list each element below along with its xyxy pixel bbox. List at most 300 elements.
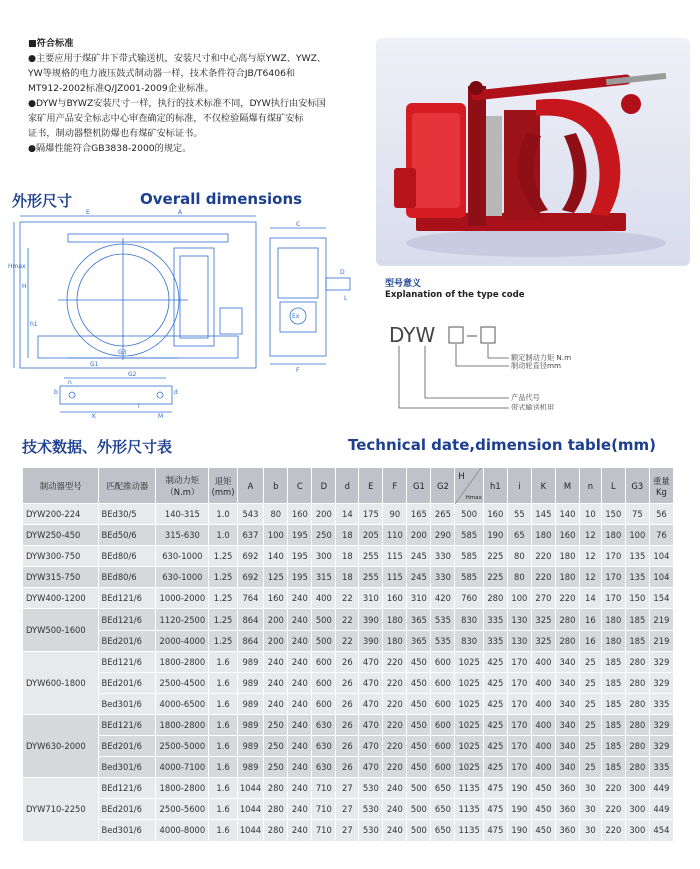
- cell-A: 543: [237, 504, 264, 525]
- cell-torque: 630-1000: [156, 546, 209, 567]
- cell-G1: 500: [407, 820, 431, 841]
- cell-i: 80: [507, 546, 531, 567]
- cell-G1: 500: [407, 799, 431, 820]
- cell-d: 26: [336, 693, 359, 714]
- product-photo: [376, 38, 690, 266]
- standards-line: 证书，制动器整机防爆也有煤矿安标证书。: [28, 128, 203, 139]
- spec-table: [22, 467, 674, 842]
- cell-G3: 280: [625, 651, 649, 672]
- cell-M: 280: [555, 630, 579, 651]
- cell-d: 14: [336, 504, 359, 525]
- cell-actuator: BEd201/6: [99, 736, 156, 757]
- brake-illustration: [376, 38, 690, 266]
- cell-h1: 335: [483, 630, 507, 651]
- type-code-prefix: DYW: [389, 323, 436, 347]
- cell-H: 1135: [455, 778, 483, 799]
- cell-A: 1044: [237, 778, 264, 799]
- cell-G2: 600: [431, 714, 455, 735]
- cell-A: 692: [237, 546, 264, 567]
- cell-i: 190: [507, 778, 531, 799]
- header-L: L: [601, 468, 625, 504]
- cell-F: 240: [383, 799, 407, 820]
- cell-model: DYW315-750: [23, 567, 99, 588]
- header-actuator: 匹配推动器: [99, 468, 156, 504]
- header-F: F: [383, 468, 407, 504]
- header-h1: h1: [483, 468, 507, 504]
- dim-label-d: d: [174, 389, 178, 396]
- type-note-product: 产品代号: [511, 393, 540, 402]
- cell-G2: 650: [431, 778, 455, 799]
- cell-h1: 425: [483, 651, 507, 672]
- type-note-diameter: 制动轮直径mm: [511, 361, 561, 370]
- cell-G2: 535: [431, 630, 455, 651]
- cell-K: 400: [531, 672, 555, 693]
- cell-weight: 104: [649, 546, 673, 567]
- cell-F: 220: [383, 651, 407, 672]
- cell-D: 630: [312, 736, 336, 757]
- cell-G3: 300: [625, 778, 649, 799]
- cell-i: 130: [507, 630, 531, 651]
- cell-A: 864: [237, 630, 264, 651]
- cell-b: 240: [264, 651, 288, 672]
- cell-retreat: 1.6: [209, 672, 237, 693]
- cell-h1: 425: [483, 672, 507, 693]
- cell-d: 22: [336, 609, 359, 630]
- type-note-torque: 额定制动力矩 N.m: [511, 353, 572, 362]
- cell-K: 220: [531, 567, 555, 588]
- cell-i: 130: [507, 609, 531, 630]
- cell-actuator: BEd201/6: [99, 799, 156, 820]
- standards-line: ●主要应用于煤矿井下带式输送机，安装尺寸和中心高与原YWZ、YWZ、: [28, 53, 327, 64]
- cell-G2: 600: [431, 757, 455, 778]
- cell-D: 500: [312, 630, 336, 651]
- dim-label-H: H: [22, 283, 27, 290]
- cell-b: 200: [264, 630, 288, 651]
- cell-actuator: BEd121/6: [99, 651, 156, 672]
- header-K: K: [531, 468, 555, 504]
- cell-C: 195: [288, 567, 312, 588]
- cell-weight: 329: [649, 714, 673, 735]
- cell-b: 280: [264, 799, 288, 820]
- table-row: [23, 736, 674, 757]
- cell-G1: 450: [407, 757, 431, 778]
- header-M: M: [555, 468, 579, 504]
- cell-model: DYW600-1800: [23, 651, 99, 714]
- table-row: [23, 714, 674, 735]
- cell-weight: 329: [649, 651, 673, 672]
- cell-E: 205: [359, 525, 383, 546]
- cell-C: 240: [288, 736, 312, 757]
- dim-label-M: M: [158, 413, 164, 420]
- cell-weight: 154: [649, 588, 673, 609]
- cell-H: 1025: [455, 672, 483, 693]
- cell-K: 325: [531, 609, 555, 630]
- cell-weight: 329: [649, 672, 673, 693]
- cell-b: 100: [264, 525, 288, 546]
- standards-section: [28, 36, 358, 156]
- standards-line: 家矿用产品安全标志中心审查确定的标准，不仅检验隔爆有煤矿安标: [28, 113, 304, 124]
- cell-E: 470: [359, 736, 383, 757]
- header-E: E: [359, 468, 383, 504]
- cell-n: 16: [579, 630, 601, 651]
- dimension-drawing: [8, 208, 360, 422]
- cell-A: 1044: [237, 799, 264, 820]
- cell-D: 600: [312, 672, 336, 693]
- cell-G1: 245: [407, 546, 431, 567]
- dim-label-b: b: [54, 389, 58, 396]
- table-row: [23, 820, 674, 841]
- cell-C: 195: [288, 525, 312, 546]
- header-A: A: [237, 468, 264, 504]
- cell-G3: 300: [625, 820, 649, 841]
- cell-actuator: BEd50/6: [99, 525, 156, 546]
- cell-actuator: BEd121/6: [99, 778, 156, 799]
- cell-h1: 425: [483, 736, 507, 757]
- cell-M: 220: [555, 588, 579, 609]
- cell-retreat: 1.25: [209, 546, 237, 567]
- header-G2: G2: [431, 468, 455, 504]
- standards-line: MT912-2002标准Q/JZ001-2009企业标准。: [28, 83, 214, 94]
- cell-model: DYW400-1200: [23, 588, 99, 609]
- cell-H: 585: [455, 567, 483, 588]
- cell-i: 170: [507, 693, 531, 714]
- cell-h1: 425: [483, 693, 507, 714]
- cell-weight: 335: [649, 693, 673, 714]
- table-row: [23, 525, 674, 546]
- cell-actuator: BEd80/6: [99, 546, 156, 567]
- cell-D: 250: [312, 525, 336, 546]
- cell-K: 220: [531, 546, 555, 567]
- cell-E: 255: [359, 546, 383, 567]
- cell-weight: 454: [649, 820, 673, 841]
- cell-E: 470: [359, 693, 383, 714]
- cell-M: 180: [555, 546, 579, 567]
- cell-L: 180: [601, 630, 625, 651]
- cell-C: 240: [288, 651, 312, 672]
- cell-actuator: BEd201/6: [99, 672, 156, 693]
- cell-i: 80: [507, 567, 531, 588]
- cell-M: 360: [555, 799, 579, 820]
- cell-C: 160: [288, 504, 312, 525]
- cell-E: 530: [359, 799, 383, 820]
- cell-torque: 1120-2500: [156, 609, 209, 630]
- cell-E: 255: [359, 567, 383, 588]
- cell-C: 240: [288, 609, 312, 630]
- cell-weight: 219: [649, 630, 673, 651]
- cell-b: 250: [264, 714, 288, 735]
- table-row: [23, 567, 674, 588]
- cell-retreat: 1.6: [209, 736, 237, 757]
- cell-i: 65: [507, 525, 531, 546]
- cell-n: 25: [579, 672, 601, 693]
- header-H: H Hmax: [455, 468, 483, 504]
- cell-C: 240: [288, 799, 312, 820]
- cell-E: 175: [359, 504, 383, 525]
- cell-h1: 475: [483, 820, 507, 841]
- cell-A: 864: [237, 609, 264, 630]
- cell-H: 830: [455, 609, 483, 630]
- cell-C: 240: [288, 820, 312, 841]
- cell-F: 240: [383, 820, 407, 841]
- header-model: 制动器型号: [23, 468, 99, 504]
- cell-F: 180: [383, 609, 407, 630]
- cell-weight: 56: [649, 504, 673, 525]
- cell-h1: 475: [483, 799, 507, 820]
- cell-retreat: 1.25: [209, 609, 237, 630]
- cell-b: 240: [264, 693, 288, 714]
- cell-K: 145: [531, 504, 555, 525]
- cell-b: 240: [264, 672, 288, 693]
- cell-torque: 2500-5600: [156, 799, 209, 820]
- cell-d: 27: [336, 799, 359, 820]
- standards-line: ●DYW与BYWZ安装尺寸一样，执行的技术标准不同，DYW执行由安标国: [28, 98, 326, 109]
- cell-torque: 2500-5000: [156, 736, 209, 757]
- table-title-zh: 技术数据、外形尺寸表: [22, 438, 173, 456]
- cell-retreat: 1.6: [209, 757, 237, 778]
- cell-n: 25: [579, 651, 601, 672]
- cell-retreat: 1.0: [209, 504, 237, 525]
- cell-K: 270: [531, 588, 555, 609]
- cell-F: 110: [383, 525, 407, 546]
- cell-h1: 425: [483, 757, 507, 778]
- cell-d: 26: [336, 714, 359, 735]
- cell-retreat: 1.6: [209, 651, 237, 672]
- cell-C: 240: [288, 693, 312, 714]
- dim-label-E: E: [86, 209, 90, 216]
- cell-h1: 475: [483, 778, 507, 799]
- cell-K: 180: [531, 525, 555, 546]
- cell-n: 25: [579, 757, 601, 778]
- cell-n: 25: [579, 693, 601, 714]
- cell-G2: 650: [431, 799, 455, 820]
- cell-torque: 140-315: [156, 504, 209, 525]
- cell-H: 760: [455, 588, 483, 609]
- cell-M: 340: [555, 757, 579, 778]
- dimensions-title-zh: 外形尺寸: [12, 192, 73, 210]
- cell-h1: 280: [483, 588, 507, 609]
- cell-b: 200: [264, 609, 288, 630]
- cell-L: 185: [601, 693, 625, 714]
- cell-F: 220: [383, 736, 407, 757]
- cell-d: 26: [336, 736, 359, 757]
- cell-G3: 280: [625, 672, 649, 693]
- cell-weight: 104: [649, 567, 673, 588]
- cell-L: 180: [601, 609, 625, 630]
- cell-L: 185: [601, 714, 625, 735]
- cell-C: 195: [288, 546, 312, 567]
- cell-E: 390: [359, 609, 383, 630]
- cell-K: 450: [531, 820, 555, 841]
- cell-G2: 265: [431, 504, 455, 525]
- header-weight: 重量 Kg: [649, 468, 673, 504]
- cell-torque: 315-630: [156, 525, 209, 546]
- cell-torque: 1800-2800: [156, 714, 209, 735]
- cell-i: 170: [507, 651, 531, 672]
- cell-actuator: Bed301/6: [99, 757, 156, 778]
- cell-C: 240: [288, 757, 312, 778]
- header-n: n: [579, 468, 601, 504]
- cell-D: 600: [312, 693, 336, 714]
- cell-L: 220: [601, 820, 625, 841]
- cell-weight: 219: [649, 609, 673, 630]
- cell-L: 220: [601, 778, 625, 799]
- cell-d: 18: [336, 525, 359, 546]
- header-C: C: [288, 468, 312, 504]
- cell-b: 280: [264, 778, 288, 799]
- cell-E: 470: [359, 757, 383, 778]
- cell-F: 220: [383, 757, 407, 778]
- cell-K: 400: [531, 651, 555, 672]
- dimensions-title-en: Overall dimensions: [140, 190, 303, 208]
- cell-torque: 2000-4000: [156, 630, 209, 651]
- cell-A: 989: [237, 651, 264, 672]
- table-row: [23, 799, 674, 820]
- cell-i: 55: [507, 504, 531, 525]
- cell-H: 1025: [455, 651, 483, 672]
- cell-G2: 650: [431, 820, 455, 841]
- table-row: [23, 588, 674, 609]
- cell-G3: 280: [625, 714, 649, 735]
- cell-C: 240: [288, 630, 312, 651]
- cell-n: 25: [579, 736, 601, 757]
- cell-actuator: BEd80/6: [99, 567, 156, 588]
- cell-F: 240: [383, 778, 407, 799]
- cell-D: 500: [312, 609, 336, 630]
- cell-M: 340: [555, 693, 579, 714]
- cell-L: 185: [601, 651, 625, 672]
- cell-actuator: BEd121/6: [99, 588, 156, 609]
- cell-model: DYW500-1600: [23, 609, 99, 651]
- cell-A: 989: [237, 714, 264, 735]
- cell-G3: 185: [625, 630, 649, 651]
- cell-F: 220: [383, 714, 407, 735]
- table-row: [23, 609, 674, 630]
- table-header-row: [23, 468, 674, 504]
- cell-d: 26: [336, 672, 359, 693]
- dim-label-Hmax: Hmax: [8, 263, 26, 270]
- cell-L: 185: [601, 736, 625, 757]
- cell-D: 300: [312, 546, 336, 567]
- cell-d: 27: [336, 820, 359, 841]
- cell-A: 989: [237, 736, 264, 757]
- cell-torque: 1800-2800: [156, 778, 209, 799]
- cell-G1: 165: [407, 504, 431, 525]
- cell-H: 1025: [455, 736, 483, 757]
- table-row: [23, 651, 674, 672]
- cell-K: 400: [531, 757, 555, 778]
- type-code-section: [385, 276, 685, 416]
- cell-b: 80: [264, 504, 288, 525]
- cell-H: 1025: [455, 757, 483, 778]
- dim-label-F: F: [296, 367, 300, 374]
- table-row: [23, 757, 674, 778]
- cell-torque: 4000-7100: [156, 757, 209, 778]
- cell-torque: 4000-8000: [156, 820, 209, 841]
- cell-actuator: BEd201/6: [99, 630, 156, 651]
- cell-actuator: BEd30/5: [99, 504, 156, 525]
- cell-n: 25: [579, 714, 601, 735]
- cell-D: 630: [312, 757, 336, 778]
- cell-H: 585: [455, 546, 483, 567]
- cell-i: 190: [507, 799, 531, 820]
- cell-G2: 600: [431, 736, 455, 757]
- header-b: b: [264, 468, 288, 504]
- cell-H: 830: [455, 630, 483, 651]
- dim-label-D: D: [340, 269, 345, 276]
- cell-E: 390: [359, 630, 383, 651]
- cell-K: 400: [531, 736, 555, 757]
- cell-H: 1025: [455, 714, 483, 735]
- table-row: [23, 630, 674, 651]
- cell-b: 140: [264, 546, 288, 567]
- dim-label-L: L: [344, 295, 348, 302]
- cell-F: 220: [383, 672, 407, 693]
- cell-K: 400: [531, 693, 555, 714]
- cell-L: 150: [601, 504, 625, 525]
- cell-model: DYW300-750: [23, 546, 99, 567]
- cell-h1: 225: [483, 567, 507, 588]
- cell-M: 180: [555, 567, 579, 588]
- header-D: D: [312, 468, 336, 504]
- cell-h1: 190: [483, 525, 507, 546]
- cell-M: 340: [555, 672, 579, 693]
- cell-G1: 450: [407, 672, 431, 693]
- cell-C: 240: [288, 714, 312, 735]
- cell-retreat: 1.25: [209, 588, 237, 609]
- cell-torque: 630-1000: [156, 567, 209, 588]
- cell-b: 250: [264, 736, 288, 757]
- cell-E: 530: [359, 820, 383, 841]
- cell-retreat: 1.6: [209, 778, 237, 799]
- cell-i: 100: [507, 588, 531, 609]
- cell-d: 26: [336, 757, 359, 778]
- cell-G2: 600: [431, 693, 455, 714]
- cell-L: 220: [601, 799, 625, 820]
- cell-n: 30: [579, 778, 601, 799]
- cell-E: 310: [359, 588, 383, 609]
- cell-model: DYW710-2250: [23, 778, 99, 841]
- cell-M: 340: [555, 714, 579, 735]
- cell-d: 22: [336, 630, 359, 651]
- cell-actuator: BEd121/6: [99, 714, 156, 735]
- cell-L: 180: [601, 525, 625, 546]
- cell-F: 160: [383, 588, 407, 609]
- cell-G3: 185: [625, 609, 649, 630]
- cell-model: DYW200-224: [23, 504, 99, 525]
- cell-model: DYW630-2000: [23, 714, 99, 777]
- cell-L: 170: [601, 567, 625, 588]
- cell-D: 315: [312, 567, 336, 588]
- header-retreat: 退矩 (mm): [209, 468, 237, 504]
- dim-label-K: K: [92, 413, 96, 420]
- cell-b: 160: [264, 588, 288, 609]
- cell-n: 12: [579, 525, 601, 546]
- table-row: [23, 504, 674, 525]
- cell-weight: 329: [649, 736, 673, 757]
- cell-G3: 135: [625, 567, 649, 588]
- cell-E: 530: [359, 778, 383, 799]
- cell-G1: 450: [407, 651, 431, 672]
- dim-label-G3: G3: [118, 349, 127, 356]
- cell-actuator: Bed301/6: [99, 820, 156, 841]
- cell-weight: 449: [649, 778, 673, 799]
- cell-M: 160: [555, 525, 579, 546]
- cell-G2: 535: [431, 609, 455, 630]
- cell-retreat: 1.6: [209, 693, 237, 714]
- dim-label-G2: G2: [128, 371, 137, 378]
- header-i: i: [507, 468, 531, 504]
- cell-i: 170: [507, 714, 531, 735]
